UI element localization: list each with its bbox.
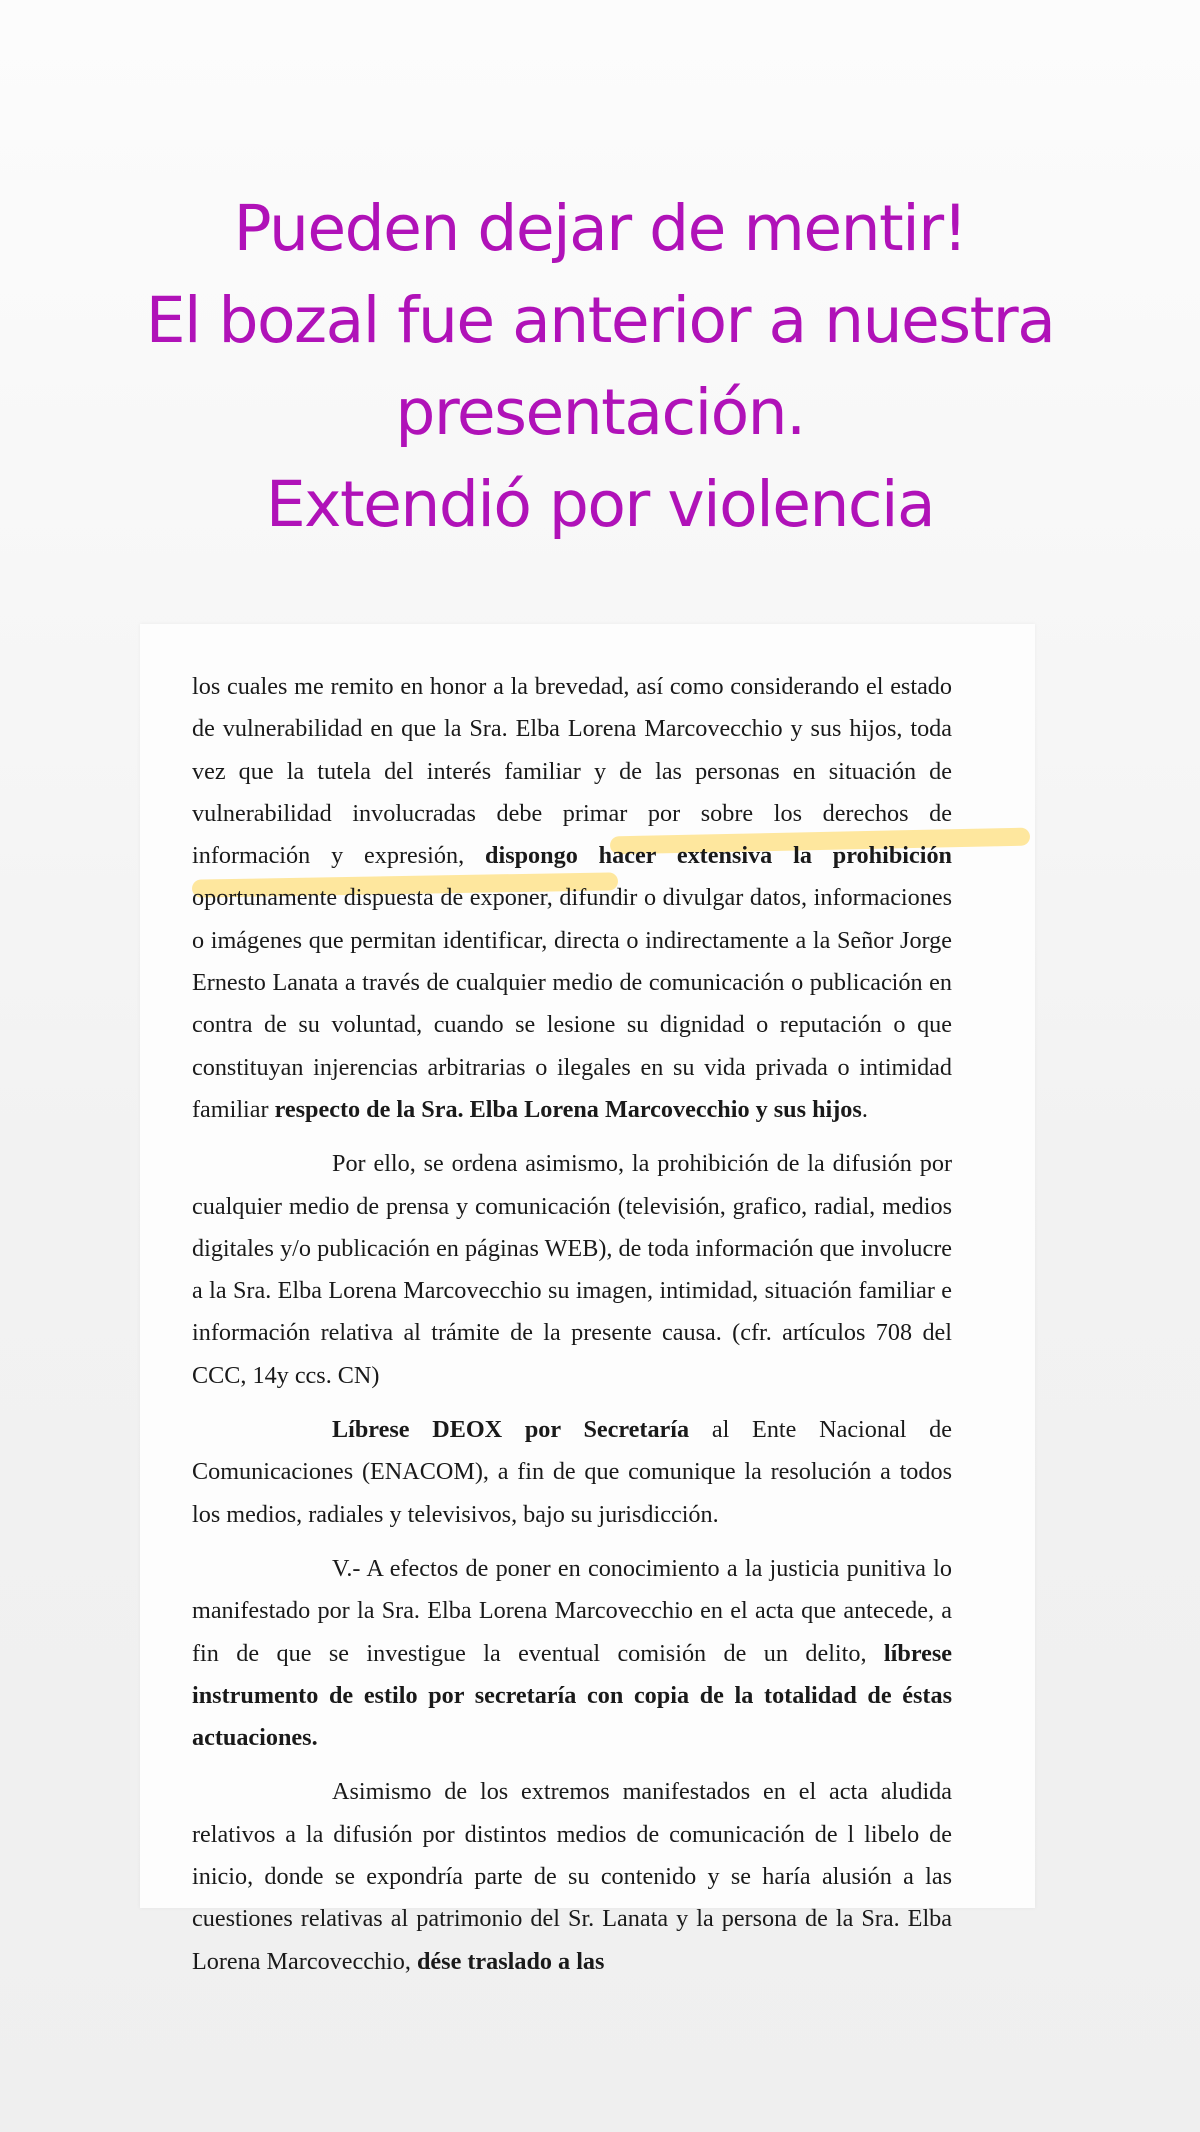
paragraph-5-bold: dése traslado a las — [416, 1947, 605, 1975]
caption-line-3: presentación. — [395, 376, 805, 449]
paragraph-1-period: . — [861, 1095, 868, 1123]
paragraph-2-text: Por ello, se ordena asimismo, la prohibición de la difusión por cualquier medio de prensa y comunicación (televisión, grafico, radial, medios digitales y/o publicación en páginas WEB), de toda información que involucre a la Sra. Elba Lorena Marcovecchio su imagen, intimidad, situación familiar e información relativa al trámite de la presente causa. (cfr. artículos 708 del CCC, 14y ccs. CN) — [192, 1150, 952, 1389]
caption-line-1: Pueden dejar de mentir! — [233, 192, 967, 265]
paragraph-5-text: Asimismo de los extremos manifestados en el acta aludida relativos a la difusión por distintos medios de comunicación de l libelo de inicio, donde se expondría parte de su contenido y se haría alusión a las cuestiones relativas al patrimonio del Sr. Lanata y la persona de la Sra. Elba Lorena Marcovecchio, — [192, 1778, 952, 1975]
paragraph-1-text-cont: oportunamente dispuesta de exponer, difundir o divulgar datos, informaciones o imágenes que permitan identificar, directa o indirectamente a la Señor Jorge Ernesto Lanata a través de cualquier medio de comunicación o publicación en contra de su voluntad, cuando se lesione su dignidad o reputación o que constituyan injerencias arbitrarias o ilegales en su vida privada o intimidad familiar — [192, 884, 952, 1123]
court-document-excerpt — [140, 624, 1035, 1975]
caption-line-2: El bozal fue anterior a nuestra — [145, 284, 1055, 357]
paragraph-indent — [192, 1416, 332, 1443]
story-caption — [0, 183, 1200, 551]
paragraph-indent — [192, 1778, 332, 1805]
document-paragraph-3 — [192, 1409, 952, 1536]
paragraph-1-text: los cuales me remito en honor a la brevedad, así como considerando el estado de vulnerabilidad en que la Sra. Elba Lorena Marcovecchio y sus hijos, toda vez que la tutela del interés familiar y de las personas en situación de vulnerabilidad involucradas debe primar por sobre los derechos de información y expresión, — [192, 673, 952, 870]
paragraph-3-bold: Líbrese DEOX por Secretaría — [332, 1416, 690, 1444]
document-paragraph-2 — [192, 1143, 952, 1397]
document-body — [192, 666, 952, 1983]
document-paragraph-1 — [192, 666, 952, 1131]
paragraph-indent — [192, 1555, 332, 1582]
document-paragraph-5 — [192, 1771, 952, 1982]
paragraph-indent — [192, 1150, 332, 1177]
highlighted-bold-text: dispongo hacer extensiva la prohibición — [485, 842, 952, 870]
document-paragraph-4 — [192, 1548, 952, 1759]
paragraph-1-bold-end: respecto de la Sra. Elba Lorena Marcovecchio y sus hijos — [274, 1095, 862, 1123]
caption-line-4: Extendió por violencia — [265, 468, 935, 541]
paragraph-3-text: al Ente Nacional de Comunicaciones (ENACOM), a fin de que comunique la resolución a todos los medios, radiales y televisivos, bajo su jurisdicción. — [192, 1416, 952, 1528]
paragraph-4-bold: líbrese instrumento de estilo por secretaría con copia de la totalidad de éstas actuaciones. — [192, 1639, 952, 1752]
paragraph-4-text: V.- A efectos de poner en conocimiento a la justicia punitiva lo manifestado por la Sra. Elba Lorena Marcovecchio en el acta que antecede, a fin de que se investigue la eventual comisión de un delito, — [192, 1554, 952, 1667]
